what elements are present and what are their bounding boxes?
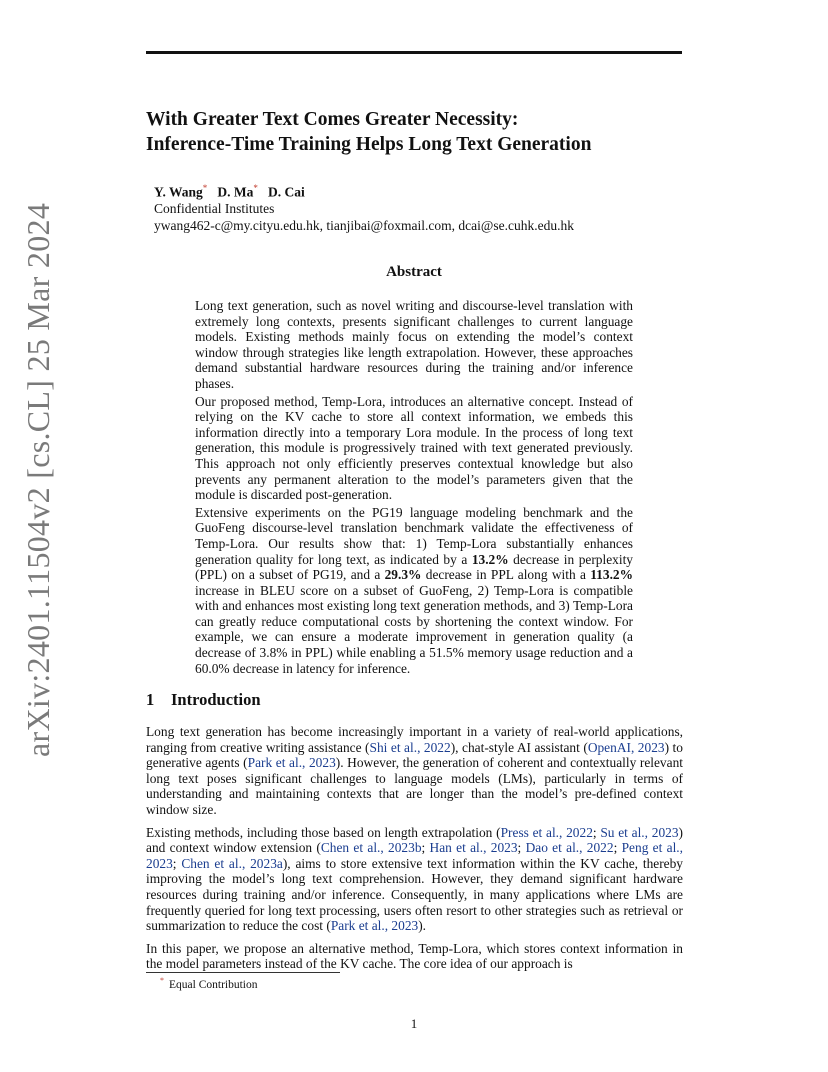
author-2: D. Ma: [217, 184, 254, 200]
citation-link[interactable]: Chen et al., 2023a: [181, 855, 283, 871]
footnote-mark: *: [160, 976, 164, 985]
page-number: 1: [410, 1016, 418, 1031]
section-heading-introduction: [146, 690, 261, 710]
citation-link[interactable]: OpenAI, 2023: [587, 739, 665, 755]
citation-link[interactable]: Peng et al., 2023: [146, 840, 684, 871]
citation-link[interactable]: Shi et al., 2022: [369, 739, 451, 755]
footnote: [160, 976, 257, 991]
abstract-paragraph-2: Our proposed method, Temp-Lora, introduces an alternative concept. Instead of relying on the KV cache to store all context information, we embeds this information directly into a temporary Lora module. In the process of long text generation, this module is progressively trained with text generated previously. This approach not only efficiently preserves contextual knowledge but also prevents any permanent alteration to the model’s parameters given that the module is discarded post-generation.: [195, 393, 633, 503]
stat-bleu-guofeng: 113.2%: [590, 567, 633, 583]
footnote-rule: [146, 972, 340, 973]
top-rule: [146, 51, 682, 54]
citation-link[interactable]: Chen et al., 2023b: [320, 840, 422, 856]
author-3: D. Cai: [268, 184, 305, 200]
introduction-body: [146, 724, 683, 979]
intro-paragraph-2: Existing methods, including those based on length extrapolation (Press et al., 2022; Su et al., 2023) and context window extension (Chen et al., 2023b; Han et al., 2023; Dao et al., 2022; Peng et al., 2023; Chen et al., 2023a), aims to store extensive text information within the KV cache, thereby improving the model’s long text comprehension. However, they demand significant hardware resources during training and/or inference. Consequently, in many applications where LMs are frequently queried for long text processing, users often resort to other strategies such as retrieval or summarization to reduce the cost (Park et al., 2023).: [146, 824, 684, 934]
abstract-paragraph-3: Extensive experiments on the PG19 language modeling benchmark and the GuoFeng discourse-level translation benchmark validate the effectiveness of Temp-Lora. Our results show that: 1) Temp-Lora substantially enhances generation quality for long text, as indicated by a 13.2% decrease in perplexity (PPL) on a subset of PG19, and a 29.3% decrease in PPL along with a 113.2% increase in BLEU score on a subset of GuoFeng, 2) Temp-Lora is compatible with and enhances most existing long text generation methods, and 3) Temp-Lora can greatly reduce computational costs by shortening the context window. For example, we can ensure a moderate improvement in generation quality (a decrease of 3.8% in PPL) while enabling a 51.5% memory usage reduction and a 60.0% decrease in latency for inference.: [195, 504, 633, 676]
paper-title: [146, 107, 706, 157]
author-block: [154, 180, 574, 234]
abstract-body: [195, 298, 633, 678]
title-line-1: With Greater Text Comes Greater Necessity:: [146, 109, 519, 130]
intro-paragraph-1: Long text generation has become increasingly important in a variety of real-world applications, ranging from creative writing assistance (Shi et al., 2022), chat-style AI assistant (OpenAI, 2023) to generative agents (Park et al., 2023). However, the generation of coherent and contextually relevant long text poses significant challenges to language models (LMs), particularly in terms of understanding and maintaining contexts that are longer than the model’s pre-defined context window size.: [146, 724, 683, 817]
intro-paragraph-3: In this paper, we propose an alternative method, Temp-Lora, which stores context information in the model parameters instead of the KV cache. The core idea of our approach is: [146, 940, 683, 972]
citation-link[interactable]: Dao et al., 2022: [525, 840, 614, 856]
section-number: 1: [146, 690, 155, 709]
footnote-text: Equal Contribution: [169, 978, 258, 991]
arxiv-identifier: arXiv:2401.11504v2 [cs.CL] 25 Mar 2024: [20, 202, 56, 757]
equal-mark-2: *: [253, 183, 258, 193]
affiliation: Confidential Institutes: [154, 201, 275, 216]
citation-link[interactable]: Su et al., 2023: [600, 824, 679, 840]
abstract-heading: Abstract: [386, 264, 442, 280]
title-line-2: Inference-Time Training Helps Long Text Generation: [146, 134, 592, 155]
stat-ppl-guofeng: 29.3%: [384, 567, 422, 583]
author-names: [154, 180, 574, 201]
citation-link[interactable]: Press et al., 2022: [500, 824, 593, 840]
abstract-paragraph-1: Long text generation, such as novel writing and discourse-level translation with extremely long contexts, presents significant challenges to current language models. Existing methods mainly focus on extending the model’s context window through strategies like length extrapolation. However, these approaches demand substantial hardware resources during the training and/or inference phases.: [195, 298, 633, 391]
citation-link[interactable]: Han et al., 2023: [429, 840, 518, 856]
author-1: Y. Wang: [154, 184, 203, 200]
stat-ppl-pg19: 13.2%: [471, 551, 509, 567]
equal-mark-1: *: [202, 183, 208, 193]
citation-link[interactable]: Park et al., 2023: [247, 755, 336, 771]
author-emails: ywang462-c@my.cityu.edu.hk, tianjibai@foxmail.com, dcai@se.cuhk.edu.hk: [154, 217, 574, 233]
section-title: Introduction: [171, 690, 261, 709]
citation-link[interactable]: Park et al., 2023: [330, 918, 419, 934]
